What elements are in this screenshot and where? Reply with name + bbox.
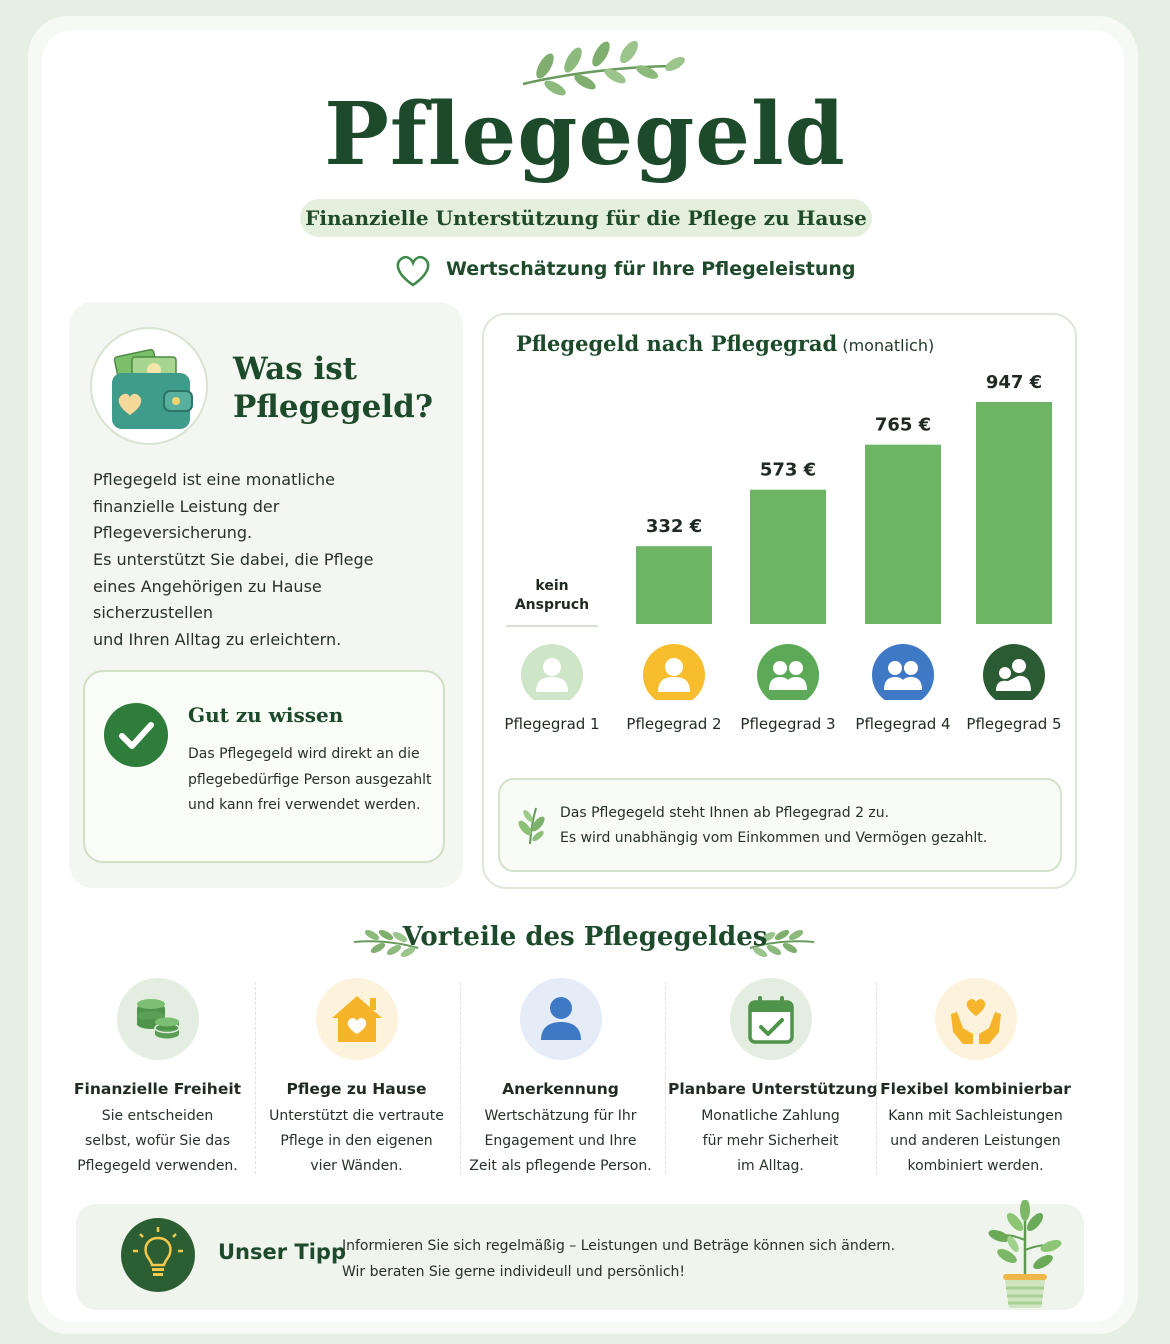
- category-label-pflegegrad-2: Pflegegrad 2: [626, 715, 722, 733]
- bar-pflegegrad-2: [636, 546, 712, 624]
- bar-pflegegrad-3: [750, 490, 826, 624]
- no-claim-label: kein: [535, 578, 569, 594]
- category-label-pflegegrad-4: Pflegegrad 4: [855, 715, 951, 733]
- pflegegrad-3-icon: [757, 644, 819, 700]
- pflegegrad-1-icon: [521, 644, 583, 700]
- page-subtitle: Finanzielle Unterstützung für die Pflege zu Hause: [305, 206, 867, 230]
- category-label-pflegegrad-1: Pflegegrad 1: [504, 715, 600, 733]
- benefits-title: Vorteile des Pflegegeldes: [402, 922, 768, 952]
- intro-paragraph-1: Pflegegeld ist eine monatliche finanzielle Leistung der Pflegeversicherung.: [93, 470, 336, 542]
- bar-pflegegrad-4: [865, 445, 941, 624]
- calendar-check-icon: [730, 978, 812, 1060]
- check-icon: [104, 703, 168, 767]
- bar-value-label: 765 €: [874, 414, 932, 436]
- page-title: Pflegegeld: [324, 84, 846, 185]
- no-claim-label: Anspruch: [514, 597, 590, 613]
- benefit-title: Anerkennung: [502, 1080, 619, 1098]
- benefit-text: Sie entscheiden selbst, wofür Sie das Pflegegeld verwenden.: [77, 1108, 238, 1174]
- tagline: Wertschätzung für Ihre Pflegeleistung: [446, 258, 856, 280]
- benefit-care-at-home: [254, 978, 459, 1179]
- benefit-title: Pflege zu Hause: [286, 1080, 427, 1098]
- pflegegrad-2-icon: [643, 644, 705, 700]
- tip-text: Informieren Sie sich regelmäßig – Leistungen und Beträge können sich ändern. Wir beraten Sie gerne individeull und persönlich!: [342, 1238, 896, 1280]
- lightbulb-icon: [121, 1218, 195, 1292]
- benefit-title: Planbare Unterstützung: [668, 1080, 878, 1098]
- benefit-text: Unterstützt die vertraute Pflege in den eigenen vier Wänden.: [269, 1108, 444, 1174]
- hands-heart-icon: [935, 978, 1017, 1060]
- benefit-title: Flexibel kombinierbar: [880, 1080, 1071, 1098]
- bar-pflegegrad-5: [976, 402, 1052, 624]
- intro-paragraph-2: Es unterstützt Sie dabei, die Pflege eines Angehörigen zu Hause sicherzustellen und Ihren Alltag zu erleichtern.: [93, 550, 374, 649]
- benefit-text: Kann mit Sachleistungen und anderen Leistungen kombiniert werden.: [888, 1108, 1063, 1174]
- benefit-text: Monatliche Zahlung für mehr Sicherheit im Alltag.: [701, 1108, 840, 1174]
- tip-label: Unser Tipp: [218, 1240, 346, 1264]
- bar-value-label: 573 €: [759, 459, 817, 481]
- benefit-divider: [665, 982, 666, 1174]
- heart-outline-icon: [393, 254, 433, 288]
- benefit-text: Wertschätzung für Ihr Engagement und Ihre Zeit als pflegende Person.: [469, 1108, 652, 1174]
- benefit-recognition: [458, 978, 663, 1179]
- bar-chart: [482, 360, 1077, 700]
- pflegegrad-5-icon: [983, 644, 1045, 700]
- pflegegrad-4-icon: [872, 644, 934, 700]
- potted-plant-icon: [985, 1200, 1065, 1312]
- category-label-pflegegrad-3: Pflegegrad 3: [740, 715, 836, 733]
- good-to-know-text: Das Pflegegeld wird direkt an die pflegebedürfige Person ausgezahlt und kann frei verwendet werden.: [188, 746, 432, 813]
- house-heart-icon: [316, 978, 398, 1060]
- person-icon: [520, 978, 602, 1060]
- wallet-money-icon: [92, 329, 206, 443]
- benefit-financial-freedom: [55, 978, 260, 1179]
- bar-value-label: 947 €: [985, 372, 1043, 393]
- wallet-badge: [90, 327, 208, 445]
- info-text: Das Pflegegeld steht Ihnen ab Pflegegrad 2 zu. Es wird unabhängig vom Einkommen und Vermögen gezahlt.: [560, 805, 988, 846]
- leaf-sprig-icon: [516, 804, 546, 846]
- bar-value-label: 332 €: [645, 516, 703, 538]
- coins-icon: [117, 978, 199, 1060]
- benefit-flexible-combinable: [873, 978, 1078, 1179]
- good-to-know-title: Gut zu wissen: [188, 703, 344, 727]
- benefit-title: Finanzielle Freiheit: [73, 1080, 242, 1098]
- benefit-plannable-support: [668, 978, 878, 1179]
- chart-title: Pflegegeld nach Pflegegrad (monatlich): [516, 331, 935, 356]
- intro-title: Was ist Pflegegeld?: [233, 351, 433, 425]
- category-label-pflegegrad-5: Pflegegrad 5: [966, 715, 1062, 733]
